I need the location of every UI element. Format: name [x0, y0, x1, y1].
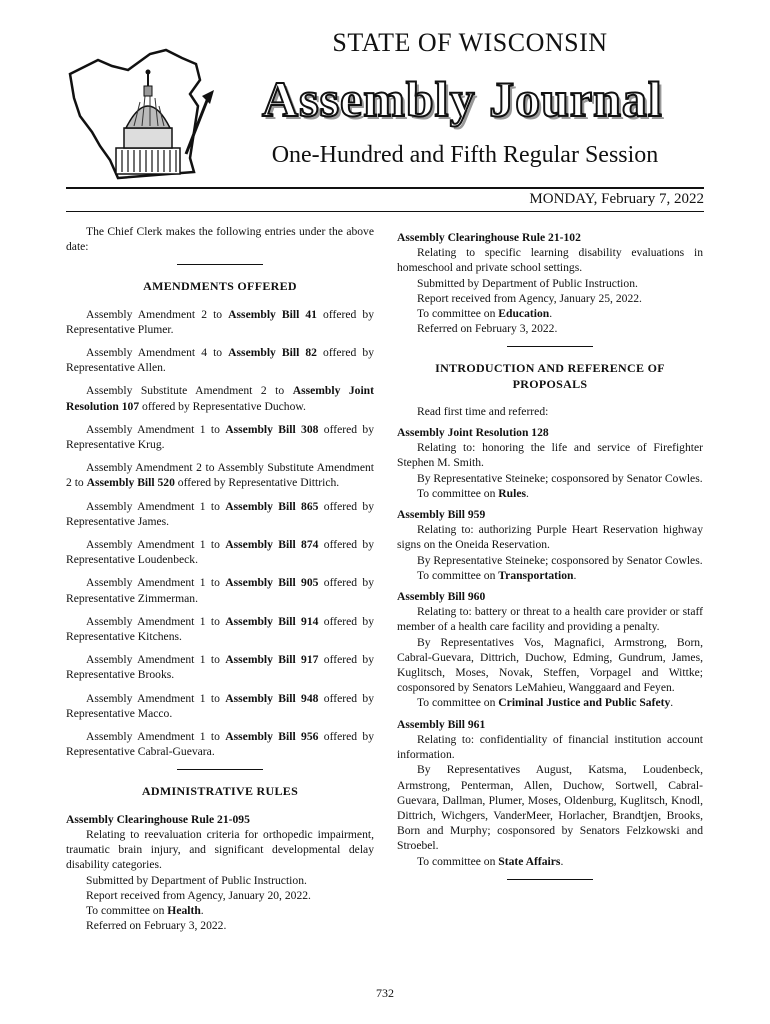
bill-name: Assembly Bill 520 [86, 476, 175, 490]
amendment-entry: Assembly Amendment 1 to Assembly Bill 865 offered by Representative James. [66, 499, 374, 528]
committee-name: Criminal Justice and Public Safety [498, 696, 671, 710]
masthead-rule [66, 187, 704, 189]
bill-name: Assembly Joint Resolution 107 [66, 384, 374, 413]
proposals-list [397, 425, 703, 869]
rules-heading: ADMINISTRATIVE RULES [141, 784, 299, 799]
proposal-sponsors: By Representative Steineke; cosponsored by Senator Cowles. [417, 471, 703, 485]
amendments-heading: AMENDMENTS OFFERED [143, 279, 297, 294]
proposal-sponsors: By Representative Steineke; cosponsored by Senator Cowles. [417, 553, 703, 567]
committee-name: Education [498, 307, 550, 321]
amendment-entry: Assembly Amendment 1 to Assembly Bill 874 offered by Representative Loudenbeck. [66, 538, 374, 567]
rule-received: Report received from Agency, January 25, 2022. [417, 291, 642, 305]
proposal-title: Assembly Bill 959 [397, 508, 486, 522]
amendment-entry: Assembly Amendment 2 to Assembly Substitute Amendment 2 to Assembly Bill 520 offered by Representative Dittrich. [66, 461, 374, 490]
rule-title: Assembly Clearinghouse Rule 21-095 [66, 812, 250, 826]
proposal-entry [397, 425, 703, 501]
proposal-committee: To committee on Criminal Justice and Public Safety. [417, 696, 674, 710]
amendment-entry: Assembly Amendment 1 to Assembly Bill 917 offered by Representative Brooks. [66, 653, 374, 682]
bill-name: Assembly Bill 308 [225, 422, 319, 436]
proposal-title: Assembly Bill 961 [397, 717, 486, 731]
proposal-relating: Relating to: authorizing Purple Heart Reservation highway signs on the Oneida Reservation. [397, 523, 703, 552]
bill-name: Assembly Bill 917 [225, 653, 319, 667]
proposal-committee: To committee on Transportation. [417, 568, 577, 582]
session-title: One-Hundred and Fifth Regular Session [271, 142, 659, 168]
rule-submitted: Submitted by Department of Public Instruction. [417, 276, 638, 290]
proposal-sponsors: By Representatives August, Katsma, Loudenbeck, Armstrong, Penterman, Allen, Duchow, Sortwell, Cabral-Guevara, Dallman, Plumer, Moses, Oldenburg, Kuglitsch, Knodl, Dittrich, Wichgers, VanderMeer, Horlacher, Brandtjen, Brooks, Born and Murphy; cosponsored by Senators Felzkowski and Stroebel. [397, 763, 703, 853]
left-column [66, 224, 374, 933]
rule-referred: Referred on February 3, 2022. [417, 322, 558, 336]
date-rule [66, 211, 704, 212]
amendment-entry: Assembly Amendment 1 to Assembly Bill 948 offered by Representative Macco. [66, 691, 374, 720]
rule-received: Report received from Agency, January 20, 2022. [86, 888, 311, 902]
intro-text: The Chief Clerk makes the following entries under the above date: [66, 225, 374, 254]
rule-title: Assembly Clearinghouse Rule 21-102 [397, 231, 581, 244]
proposal-entry [397, 507, 703, 583]
amendment-entry: Assembly Amendment 2 to Assembly Bill 41 offered by Representative Plumer. [66, 307, 374, 336]
proposal-title: Assembly Joint Resolution 128 [397, 426, 549, 440]
committee-name: Transportation [498, 568, 574, 582]
proposals-heading: INTRODUCTION AND REFERENCE OF PROPOSALS [435, 361, 665, 391]
bill-name: Assembly Bill 41 [228, 307, 317, 321]
rule-submitted: Submitted by Department of Public Instruction. [86, 873, 307, 887]
proposal-relating: Relating to: battery or threat to a health care provider or staff member of a health care facility and providing a penalty. [397, 605, 703, 634]
separator [507, 346, 593, 347]
separator [507, 879, 593, 880]
proposal-sponsors: By Representatives Vos, Magnafici, Armstrong, Born, Cabral-Guevara, Dittrich, Duchow, Edming, Gundrum, James, Kuglitsch, Moses, Novak, Steffen, Vorpagel and Wittke; cosponsored by Senators LeMahieu, Wanggaard and Feyen. [397, 635, 703, 695]
rule-referred: Referred on February 3, 2022. [86, 919, 227, 933]
proposal-entry [397, 717, 703, 869]
proposal-entry [397, 589, 703, 711]
proposal-title: Assembly Bill 960 [397, 590, 486, 604]
amendment-entry: Assembly Amendment 4 to Assembly Bill 82 offered by Representative Allen. [66, 346, 374, 375]
state-title: STATE OF WISCONSIN [332, 28, 608, 57]
committee-name: Rules [498, 486, 526, 500]
amendments-list [66, 307, 374, 760]
rule-committee: To committee on Education. [417, 307, 553, 321]
amendment-entry: Assembly Amendment 1 to Assembly Bill 308 offered by Representative Krug. [66, 422, 374, 452]
committee-name: Health [167, 903, 201, 917]
clearinghouse-rule [66, 812, 374, 934]
clearinghouse-rule [397, 230, 703, 336]
bill-name: Assembly Bill 905 [225, 576, 319, 590]
rule-committee: To committee on Health. [86, 903, 204, 917]
rule-relating: Relating to reevaluation criteria for orthopedic impairment, traumatic brain injury, and significant developmental delay disability categories. [66, 827, 374, 872]
bill-name: Assembly Bill 82 [228, 346, 317, 360]
committee-name: State Affairs [498, 854, 561, 868]
journal-title: Assembly Journal [262, 71, 663, 127]
amendment-entry: Assembly Amendment 1 to Assembly Bill 956 offered by Representative Cabral-Guevara. [66, 730, 374, 759]
amendment-entry: Assembly Amendment 1 to Assembly Bill 914 offered by Representative Kitchens. [66, 614, 374, 644]
proposal-relating: Relating to: confidentiality of financial institution account information. [397, 732, 703, 762]
right-column [397, 224, 703, 894]
journal-date: MONDAY, February 7, 2022 [529, 191, 704, 207]
rule-relating: Relating to specific learning disability evaluations in homeschool and private school settings. [397, 246, 703, 275]
bill-name: Assembly Bill 865 [225, 499, 319, 513]
read-first-text: Read first time and referred: [417, 404, 549, 418]
bill-name: Assembly Bill 956 [225, 730, 319, 744]
bill-name: Assembly Bill 874 [225, 538, 319, 552]
page-number: 732 [376, 986, 394, 1000]
amendment-entry: Assembly Substitute Amendment 2 to Assembly Joint Resolution 107 offered by Representative Duchow. [66, 384, 374, 413]
wisconsin-capitol-logo [58, 36, 218, 186]
separator [177, 264, 263, 265]
bill-name: Assembly Bill 914 [225, 614, 319, 628]
proposal-relating: Relating to: honoring the life and service of Firefighter Stephen M. Smith. [397, 441, 703, 470]
separator [177, 769, 263, 770]
proposal-committee: To committee on State Affairs. [417, 854, 564, 868]
amendment-entry: Assembly Amendment 1 to Assembly Bill 905 offered by Representative Zimmerman. [66, 576, 374, 605]
proposal-committee: To committee on Rules. [417, 486, 529, 500]
bill-name: Assembly Bill 948 [225, 691, 319, 705]
